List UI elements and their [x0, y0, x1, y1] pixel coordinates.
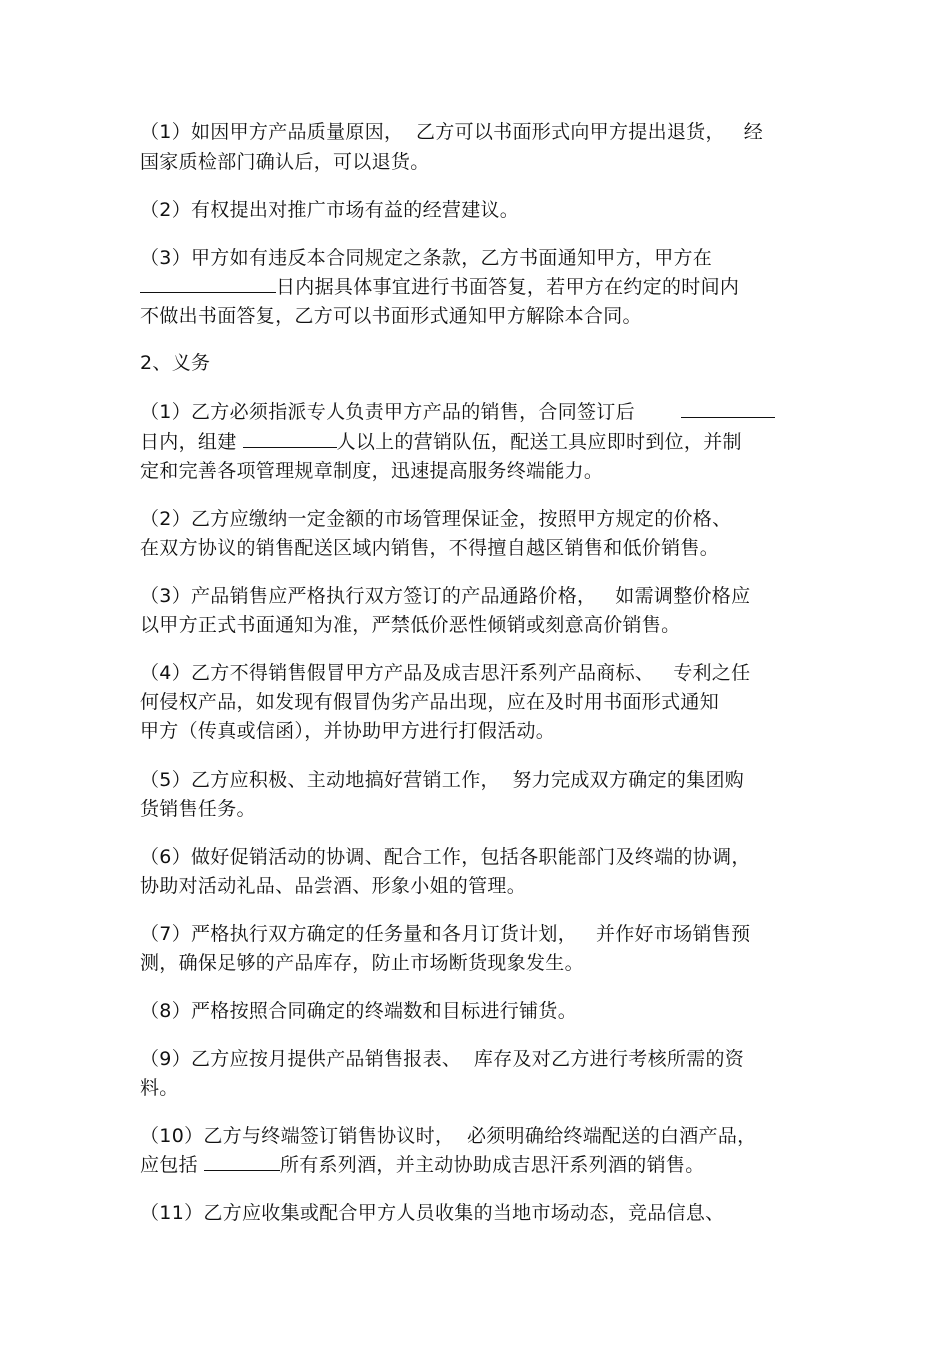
clause-duty-4-line-1: （4）乙方不得销售假冒甲方产品及成吉思汗系列产品商标、 专利之任 — [140, 662, 751, 684]
section-heading-obligations: 2、义务 — [140, 352, 211, 374]
clause-duty-1-line-2-text-a: 日内，组建 — [140, 431, 237, 453]
clause-duty-5-line-1: （5）乙方应积极、主动地搞好营销工作， 努力完成双方确定的集团购 — [140, 769, 745, 791]
clause-duty-1-line-2 — [140, 428, 742, 456]
clause-duty-7-line-2: 测，确保足够的产品库存，防止市场断货现象发生。 — [140, 952, 584, 974]
clause-duty-4-line-2: 何侵权产品，如发现有假冒伪劣产品出现，应在及时用书面形式通知 — [140, 691, 720, 713]
clause-duty-6-line-2: 协助对活动礼品、品尝酒、形象小姐的管理。 — [140, 875, 527, 897]
clause-duty-6-line-1: （6）做好促销活动的协调、配合工作，包括各职能部门及终端的协调， — [140, 846, 751, 868]
clause-duty-2-line-2: 在双方协议的销售配送区域内销售，不得擅自越区销售和低价销售。 — [140, 537, 720, 559]
clause-right-2: （2）有权提出对推广市场有益的经营建议。 — [140, 199, 520, 221]
clause-right-1-line-2: 国家质检部门确认后，可以退货。 — [140, 151, 430, 173]
clause-duty-3-line-2: 以甲方正式书面通知为准，严禁低价恶性倾销或刻意高价销售。 — [140, 614, 681, 636]
fill-in-blank[interactable] — [681, 398, 775, 418]
clause-duty-8: （8）严格按照合同确定的终端数和目标进行铺货。 — [140, 1000, 577, 1022]
clause-duty-11-line-1: （11）乙方应收集或配合甲方人员收集的当地市场动态，竞品信息、 — [140, 1202, 725, 1224]
clause-duty-1-line-1 — [140, 398, 775, 426]
fill-in-blank[interactable] — [140, 273, 276, 293]
clause-right-3-line-2-text: 日内据具体事宜进行书面答复，若甲方在约定的时间内 — [276, 276, 740, 298]
clause-duty-7-line-1: （7）严格执行双方确定的任务量和各月订货计划， 并作好市场销售预 — [140, 923, 751, 945]
clause-right-3-line-2 — [140, 273, 739, 301]
clause-duty-1-line-2-text-b: 人以上的营销队伍，配送工具应即时到位，并制 — [336, 431, 742, 453]
clause-duty-10-line-2 — [140, 1151, 705, 1179]
clause-duty-1-line-1-text: （1）乙方必须指派专人负责甲方产品的销售，合同签订后 — [140, 401, 635, 423]
clause-duty-10-line-1: （10）乙方与终端签订销售协议时， 必须明确给终端配送的白酒产品， — [140, 1125, 757, 1147]
clause-duty-10-line-2-text-a: 应包括 — [140, 1154, 198, 1176]
clause-duty-5-line-2: 货销售任务。 — [140, 798, 256, 820]
clause-duty-9-line-2: 料。 — [140, 1077, 179, 1099]
clause-duty-1-line-3: 定和完善各项管理规章制度，迅速提高服务终端能力。 — [140, 460, 604, 482]
clause-duty-10-line-2-text-b: 所有系列酒，并主动协助成吉思汗系列酒的销售。 — [279, 1154, 705, 1176]
fill-in-blank[interactable] — [243, 428, 337, 448]
clause-right-3-line-1: （3）甲方如有违反本合同规定之条款，乙方书面通知甲方，甲方在 — [140, 247, 713, 269]
clause-duty-3-line-1: （3）产品销售应严格执行双方签订的产品通路价格， 如需调整价格应 — [140, 585, 751, 607]
clause-duty-2-line-1: （2）乙方应缴纳一定金额的市场管理保证金，按照甲方规定的价格、 — [140, 508, 732, 530]
clause-right-3-line-3: 不做出书面答复，乙方可以书面形式通知甲方解除本合同。 — [140, 305, 642, 327]
clause-duty-9-line-1: （9）乙方应按月提供产品销售报表、 库存及对乙方进行考核所需的资 — [140, 1048, 745, 1070]
clause-duty-4-line-3: 甲方（传真或信函），并协助甲方进行打假活动。 — [140, 720, 556, 742]
fill-in-blank[interactable] — [204, 1151, 280, 1171]
clause-right-1-line-1: （1）如因甲方产品质量原因， 乙方可以书面形式向甲方提出退货， 经 — [140, 121, 764, 143]
